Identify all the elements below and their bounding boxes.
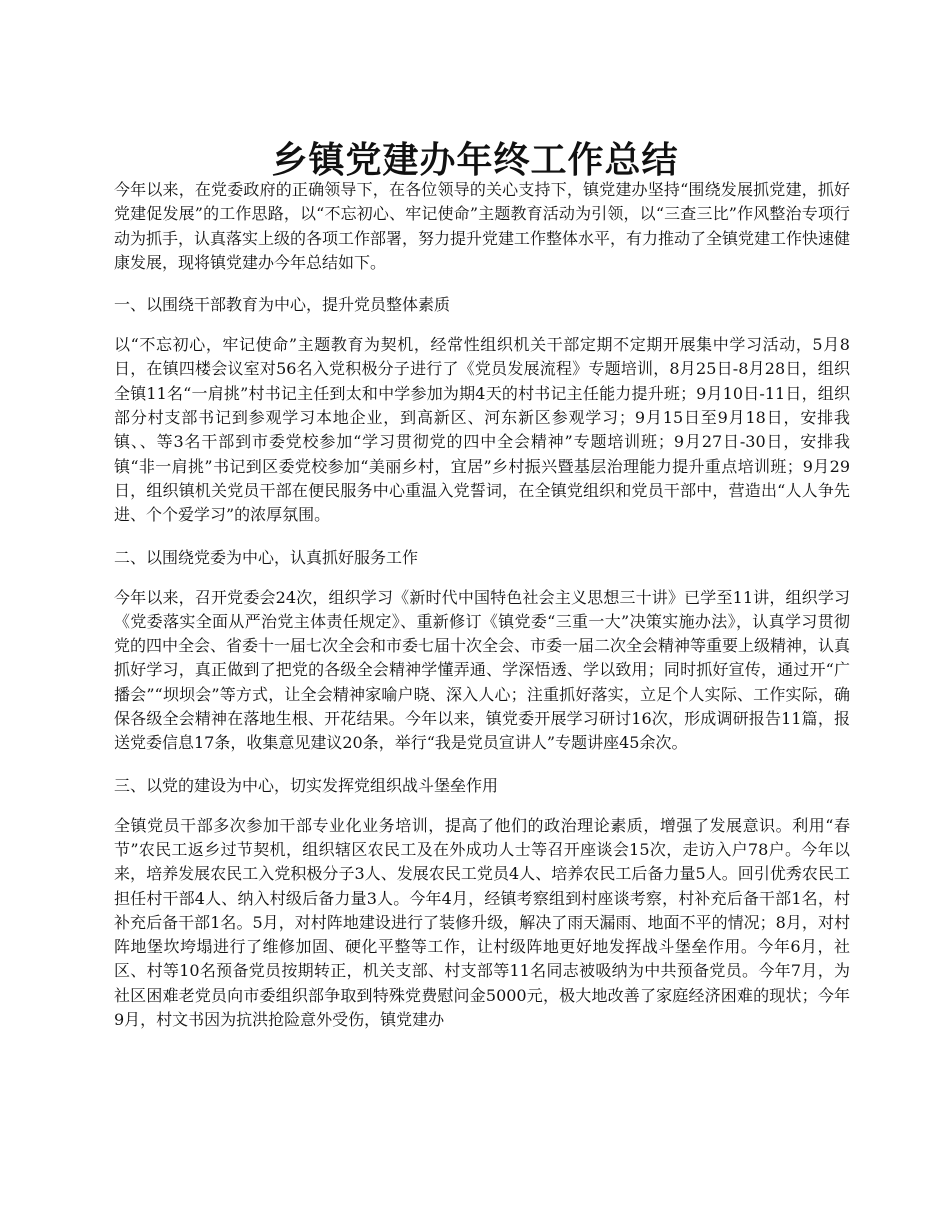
document-title: 乡镇党建办年终工作总结 [271,139,679,182]
intro-paragraph: 今年以来，在党委政府的正确领导下，在各位领导的关心支持下，镇党建办坚持“围绕发展抓党建，抓好党建促发展”的工作思路，以“不忘初心、牢记使命”主题教育活动为引领，以“三查三比”作风整治专项行动为抓手，认真落实上级的各项工作部署，努力提升党建工作整体水平，有力推动了全镇党建工作快速健康发展，现将镇党建办今年总结如下。 [114,180,851,272]
document-body [114,178,850,1050]
section-heading-3: 三、以党的建设为中心，切实发挥党组织战斗堡垒作用 [114,775,499,795]
section-paragraph-3: 全镇党员干部多次参加干部专业化业务培训，提高了他们的政治理论素质，增强了发展意识。利用“春节”农民工返乡过节契机，组织辖区农民工及在外成功人士等召开座谈会15次，走访入户78户。今年以来，培养发展农民工入党积极分子3人、发展农民工党员4人、培养农民工后备力量5人。回引优秀农民工担任村干部4人、纳入村级后备力量3人。今年4月，经镇考察组到村座谈考察，村补充后备干部1名，村补充后备干部1名。5月，对村阵地建设进行了装修升级，解决了雨天漏雨、地面不平的情况；8月，对村阵地堡坎垮塌进行了维修加固、硬化平整等工作，让村级阵地更好地发挥战斗堡垒作用。今年6月，社区、村等10名预备党员按期转正，机关支部、村支部等11名同志被吸纳为中共预备党员。今年7月，为社区困难老党员向市委组织部争取到特殊党费慰问金5000元，极大地改善了家庭经济困难的现状；今年9月，村文书因为抗洪抢险意外受伤，镇党建办 [114,815,850,1030]
section-heading-2: 二、以围绕党委为中心，认真抓好服务工作 [114,547,419,567]
section-paragraph-1: 以“不忘初心，牢记使命”主题教育为契机，经常性组织机关干部定期不定期开展集中学习活动，5月8日，在镇四楼会议室对56名入党积极分子进行了《党员发展流程》专题培训，8月25日-8月28日，组织全镇11名“一肩挑”村书记主任到太和中学参加为期4天的村书记主任能力提升班；9月10日-11日，组织部分村支部书记到参观学习本地企业，到高新区、河东新区参观学习；9月15日至9月18日，安排我镇、、等3名干部到市委党校参加“学习贯彻党的四中全会精神”专题培训班；9月27日-30日，安排我镇“非一肩挑”书记到区委党校参加“美丽乡村，宜居”乡村振兴暨基层治理能力提升重点培训班；9月29日，组织镇机关党员干部在便民服务中心重温入党誓词，在全镇党组织和党员干部中，营造出“人人争先进、个个爱学习”的浓厚氛围。 [114,335,850,525]
section-heading-1: 一、以围绕干部教育为中心，提升党员整体素质 [114,295,451,315]
section-paragraph-2: 今年以来，召开党委会24次，组织学习《新时代中国特色社会主义思想三十讲》已学至11讲，组织学习《党委落实全面从严治党主体责任规定》、重新修订《镇党委“三重一大”决策实施办法》，认真学习贯彻党的四中全会、省委十一届七次全会和市委七届十次全会、市委一届二次全会精神等重要上级精神，认真抓好学习，真正做到了把党的各级全会精神学懂弄通、学深悟透、学以致用；同时抓好宣传，通过开“广播会”“坝坝会”等方式，让全会精神家喻户晓、深入人心；注重抓好落实，立足个人实际、工作实际，确保各级全会精神在落地生根、开花结果。今年以来，镇党委开展学习研讨16次，形成调研报告11篇，报送党委信息17条，收集意见建议20条，举行“我是党员宣讲人”专题讲座45余次。 [114,587,851,753]
